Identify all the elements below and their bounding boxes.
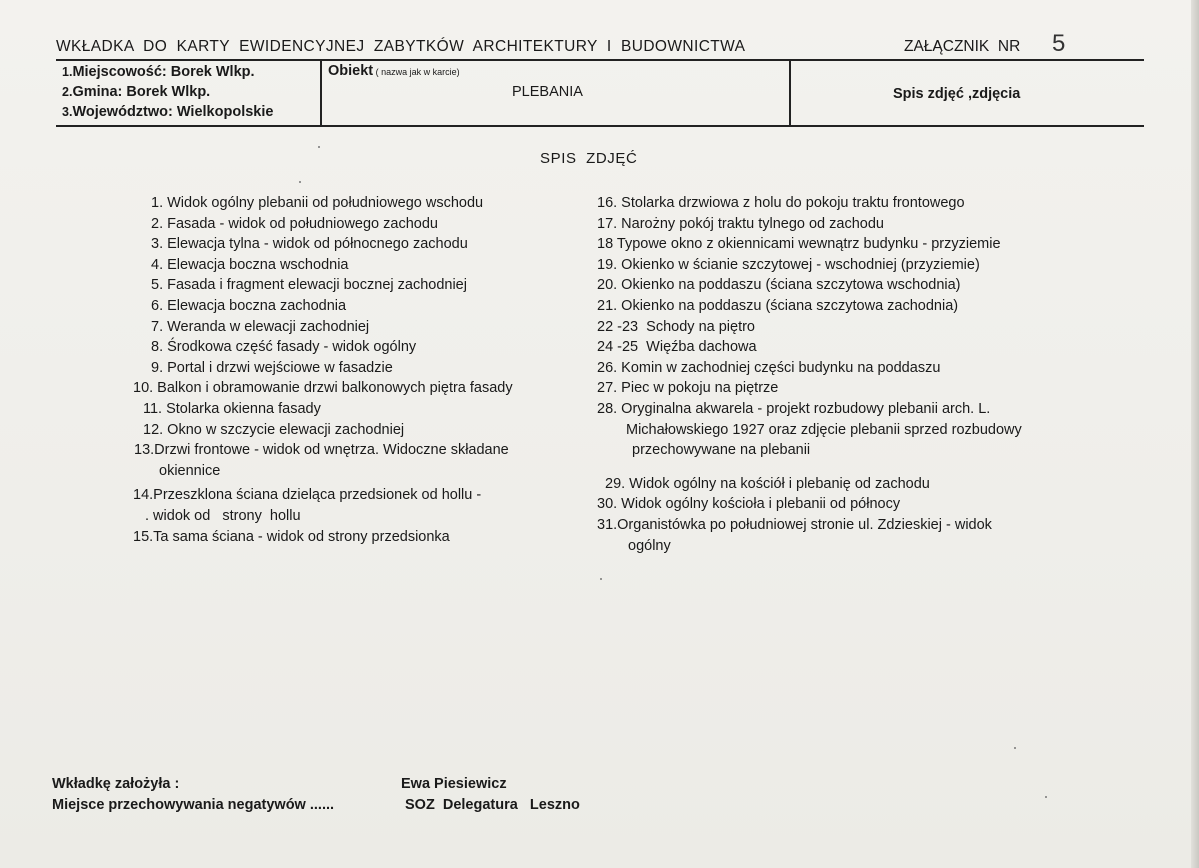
divider-object	[789, 61, 791, 125]
list-item: 5. Fasada i fragment elewacji bocznej zachodniej	[151, 277, 467, 294]
list-item: 11. Stolarka okienna fasady	[143, 400, 321, 417]
list-item-continuation: okiennice	[159, 462, 221, 479]
location-province: 3.Województwo: Wielkopolskie	[62, 104, 274, 120]
annex-label: ZAŁĄCZNIK NR	[904, 38, 1021, 55]
founded-value: Ewa Piesiewicz	[401, 776, 507, 792]
scan-speck	[299, 181, 301, 183]
list-item: 4. Elewacja boczna wschodnia	[151, 256, 349, 273]
list-item: 1. Widok ogólny plebanii od południowego wschodu	[151, 195, 484, 211]
list-item: 30. Widok ogólny kościoła i plebanii od północy	[597, 496, 901, 513]
list-item: 15.Ta sama ściana - widok od strony przedsionka	[133, 528, 450, 545]
list-item: 9. Portal i drzwi wejściowe w fasadzie	[151, 359, 393, 376]
list-item: 8. Środkowa część fasady - widok ogólny	[151, 339, 417, 356]
list-item: 13.Drzwi frontowe - widok od wnętrza. Widoczne składane	[134, 442, 509, 459]
object-label: Obiekt ( nazwa jak w karcie)	[328, 63, 460, 79]
list-item: 31.Organistówka po południowej stronie ul. Zdzieskiej - widok	[597, 516, 992, 533]
list-item: 24 -25 Więźba dachowa	[597, 339, 757, 356]
list-item: 26. Komin w zachodniej części budynku na poddaszu	[597, 359, 941, 376]
list-item: 10. Balkon i obramowanie drzwi balkonowych piętra fasady	[133, 380, 513, 397]
list-item: 20. Okienko na poddaszu (ściana szczytowa wschodnia)	[597, 277, 961, 294]
list-item: 14.Przeszklona ściana dzieląca przedsionek od hollu -	[133, 487, 482, 504]
list-item: 12. Okno w szczycie elewacji zachodniej	[143, 421, 405, 438]
location-commune: 2.Gmina: Borek Wlkp.	[62, 84, 211, 100]
storage-value: SOZ Delegatura Leszno	[405, 797, 580, 813]
scan-speck	[600, 578, 602, 580]
list-item: 16. Stolarka drzwiowa z holu do pokoju traktu frontowego	[597, 195, 965, 211]
list-item-continuation: Michałowskiego 1927 oraz zdjęcie plebanii sprzed rozbudowy	[626, 421, 1022, 438]
scan-speck	[1045, 796, 1047, 798]
annex-number: 5	[1052, 30, 1066, 57]
list-item: 22 -23 Schody na piętro	[597, 318, 755, 335]
list-item: 29. Widok ogólny na kościół i plebanię od zachodu	[605, 475, 930, 492]
divider-location	[320, 61, 322, 125]
photo-list-right	[597, 193, 1022, 556]
list-item-continuation: ogólny	[628, 537, 671, 554]
section-title: SPIS ZDJĘĆ	[540, 150, 638, 167]
list-item: 28. Oryginalna akwarela - projekt rozbudowy plebanii arch. L.	[597, 400, 991, 417]
location-place: 1.Miejscowość: Borek Wlkp.	[62, 64, 255, 80]
photo-list-left	[133, 193, 513, 547]
list-item-continuation: . widok od strony hollu	[145, 507, 301, 524]
list-item: 27. Piec w pokoju na piętrze	[597, 380, 779, 397]
scan-speck	[318, 146, 320, 148]
storage-label: Miejsce przechowywania negatywów ......	[52, 797, 335, 813]
list-item: 17. Narożny pokój traktu tylnego od zachodu	[597, 215, 884, 232]
founded-label: Wkładkę założyła :	[52, 776, 180, 792]
scan-edge	[1191, 0, 1199, 868]
photos-heading: Spis zdjęć ,zdjęcia	[893, 86, 1021, 102]
header-top-rule	[56, 59, 1144, 61]
list-item: 6. Elewacja boczna zachodnia	[151, 297, 347, 314]
scan-speck	[1014, 747, 1016, 749]
list-spacer	[597, 461, 1022, 474]
object-value: PLEBANIA	[512, 84, 583, 100]
list-item: 2. Fasada - widok od południowego zachodu	[151, 215, 438, 232]
form-title: WKŁADKA DO KARTY EWIDENCYJNEJ ZABYTKÓW ARCHITEKTURY I BUDOWNICTWA	[56, 38, 746, 55]
header-bottom-rule	[56, 125, 1144, 127]
list-item-continuation: przechowywane na plebanii	[632, 442, 811, 459]
list-item: 7. Weranda w elewacji zachodniej	[151, 318, 370, 335]
list-item: 3. Elewacja tylna - widok od północnego zachodu	[151, 236, 468, 253]
list-item: 18 Typowe okno z okiennicami wewnątrz budynku - przyziemie	[597, 236, 1001, 253]
list-item: 19. Okienko w ścianie szczytowej - wschodniej (przyziemie)	[597, 256, 980, 273]
list-item: 21. Okienko na poddaszu (ściana szczytowa zachodnia)	[597, 297, 959, 314]
